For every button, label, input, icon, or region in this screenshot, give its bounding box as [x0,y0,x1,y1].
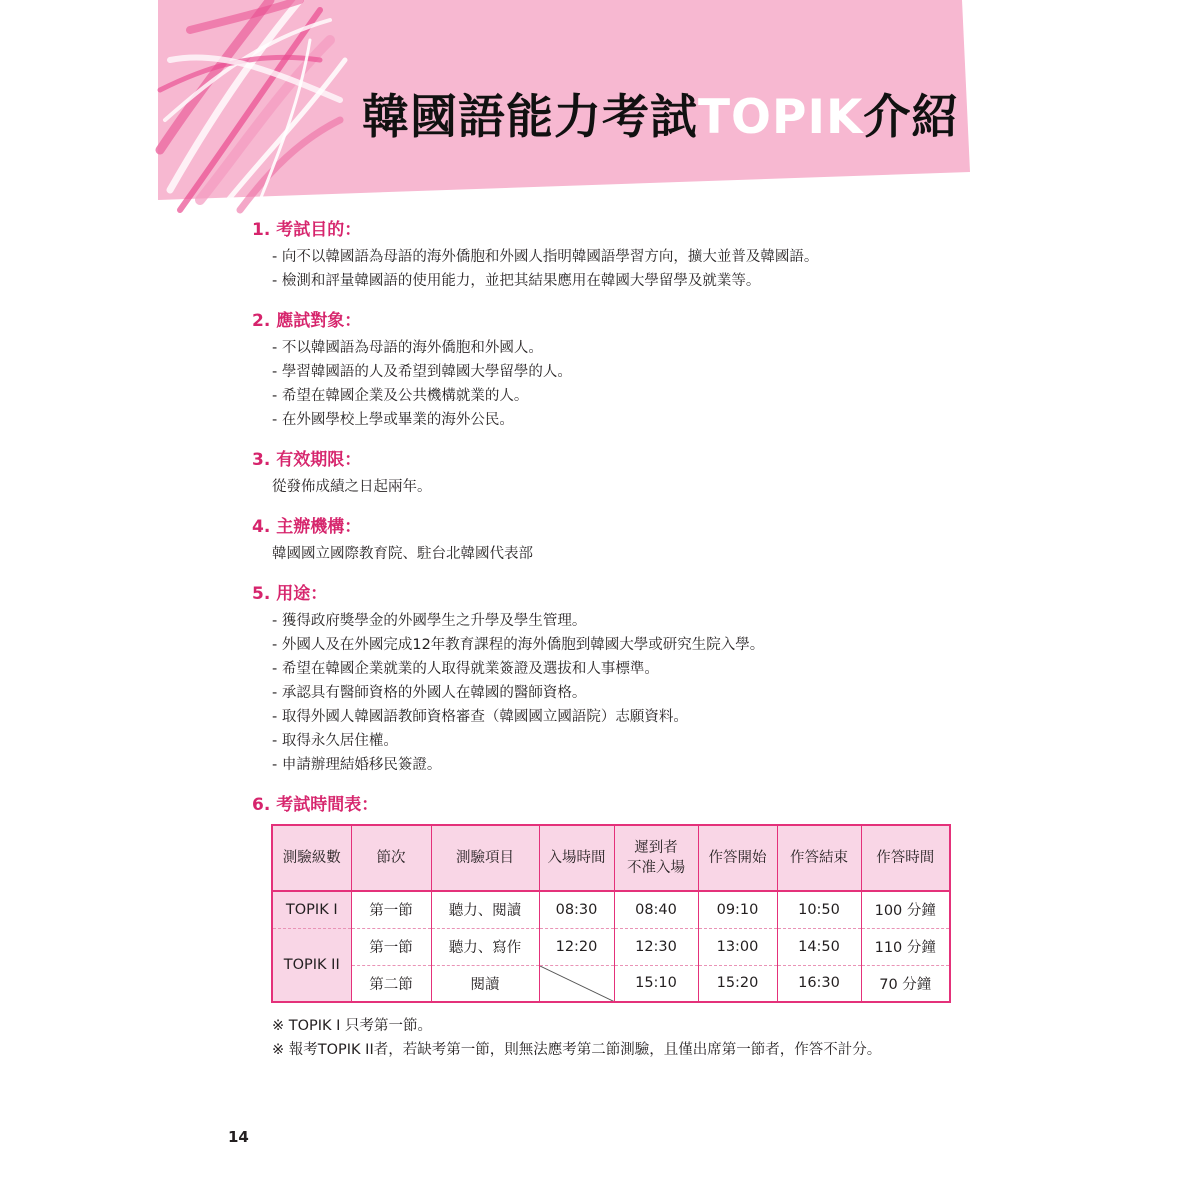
section-validity [252,449,432,499]
section-schedule [252,794,378,820]
list-item: - 不以韓國語為母語的海外僑胞和外國人。 [272,340,543,356]
table-cell: 08:40 [614,891,698,928]
section-purpose [252,219,818,293]
diagonal-line [540,966,614,1002]
table-row [272,928,950,965]
table-cell: 聽力、寫作 [431,928,539,965]
header-line: 遲到者 [634,840,678,856]
speckle-decoration [989,14,1176,87]
list-item: - 希望在韓國企業就業的人取得就業簽證及選拔和人事標準。 [272,661,659,677]
section-heading: 1. 考試目的： [252,220,362,240]
list-item: - 外國人及在外國完成12年教育課程的海外僑胞到韓國大學或研究生院入學。 [272,637,765,653]
list-item: - 向不以韓國語為母語的海外僑胞和外國人指明韓國語學習方向，擴大並普及韓國語。 [272,249,819,265]
table-row [272,891,950,928]
section-heading: 3. 有效期限： [252,450,362,470]
empty-slashed-cell [539,965,614,1002]
list-item: - 希望在韓國企業及公共機構就業的人。 [272,388,529,404]
column-header: 作答時間 [861,825,950,891]
column-header: 入場時間 [539,825,614,891]
section-organizer [252,516,533,566]
section-heading: 2. 應試對象： [252,311,362,331]
table-cell: 12:20 [539,928,614,965]
table-cell: 70 分鐘 [861,965,950,1002]
table-cell: 110 分鐘 [861,928,950,965]
page-title: 韓國語能力考試TOPIK介紹 [362,90,960,145]
table-cell: 15:10 [614,965,698,1002]
table-cell: 閱讀 [431,965,539,1002]
section-heading: 4. 主辦機構： [252,517,362,537]
table-cell: 第二節 [351,965,431,1002]
column-header: 作答開始 [698,825,777,891]
table-cell: 12:30 [614,928,698,965]
table-cell: 聽力、閱讀 [431,891,539,928]
table-header-row [272,825,950,891]
column-header: 作答結束 [777,825,861,891]
list-item: - 取得永久居住權。 [272,733,398,749]
column-header: 測驗級數 [272,825,351,891]
section-heading: 6. 考試時間表： [252,795,379,815]
table-cell: 14:50 [777,928,861,965]
section-target [252,310,572,432]
list-item: - 檢測和評量韓國語的使用能力，並把其結果應用在韓國大學留學及就業等。 [272,273,761,289]
column-header [614,825,698,891]
footnote: ※ 報考TOPIK II者，若缺考第一節，則無法應考第二節測驗，且僅出席第一節者，作答不計分。 [272,1042,882,1058]
table-cell: 13:00 [698,928,777,965]
list-item: - 申請辦理結婚移民簽證。 [272,757,442,773]
list-item: - 在外國學校上學或畢業的海外公民。 [272,412,514,428]
column-header: 節次 [351,825,431,891]
table-cell: 10:50 [777,891,861,928]
table-cell: 09:10 [698,891,777,928]
footnote: ※ TOPIK I 只考第一節。 [272,1018,433,1034]
table-row [272,965,950,1002]
list-item: - 學習韓國語的人及希望到韓國大學留學的人。 [272,364,572,380]
section-text: 從發佈成績之日起兩年。 [272,479,432,495]
section-usage [252,583,764,777]
table-cell: 08:30 [539,891,614,928]
header-line: 不准入場 [627,860,685,876]
list-item: - 獲得政府獎學金的外國學生之升學及學生管理。 [272,613,587,629]
level-cell: TOPIK I [272,891,351,928]
exam-timetable [271,824,951,1003]
list-item: - 取得外國人韓國語教師資格審查（韓國國立國語院）志願資料。 [272,709,688,725]
section-text: 韓國國立國際教育院、駐台北韓國代表部 [272,546,533,562]
page-number: 14 [228,1128,249,1146]
table-cell: 100 分鐘 [861,891,950,928]
table-cell: 16:30 [777,965,861,1002]
table-cell: 15:20 [698,965,777,1002]
section-heading: 5. 用途： [252,584,328,604]
footnotes [272,1014,881,1062]
table-cell: 第一節 [351,928,431,965]
table-cell: 第一節 [351,891,431,928]
list-item: - 承認具有醫師資格的外國人在韓國的醫師資格。 [272,685,587,701]
column-header: 測驗項目 [431,825,539,891]
level-cell: TOPIK II [272,928,351,1002]
